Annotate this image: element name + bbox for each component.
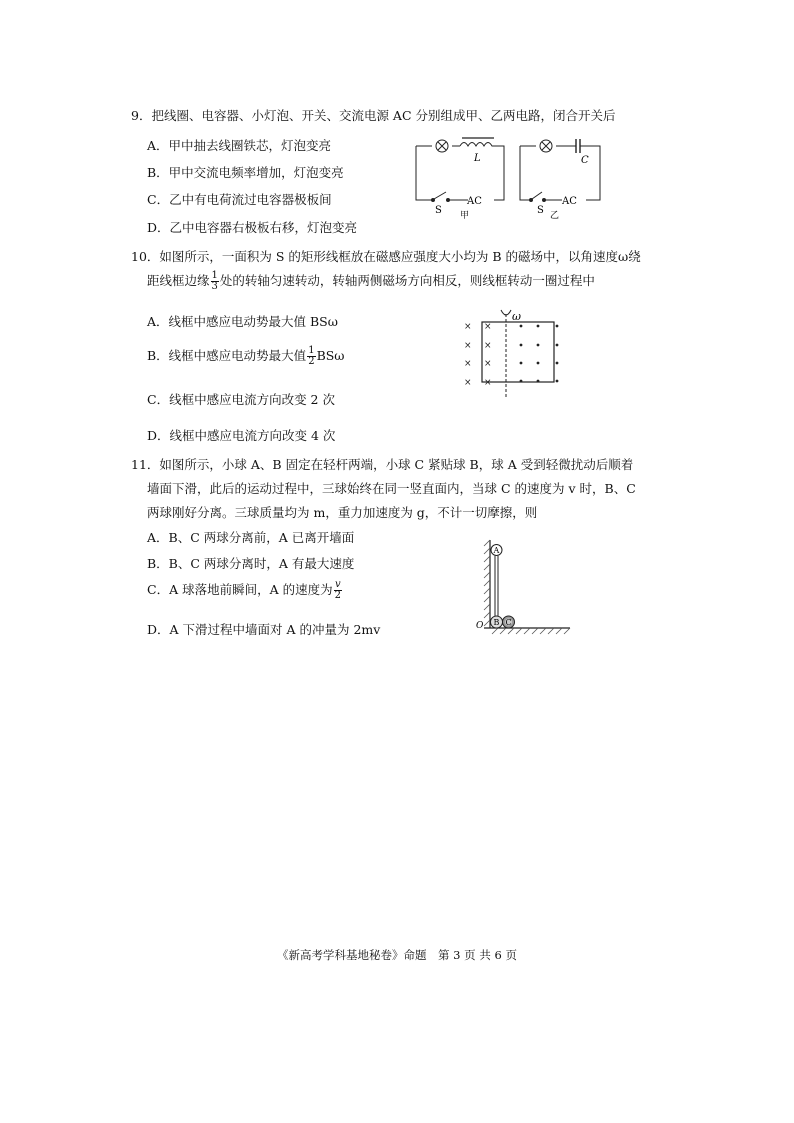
inductor-label: L — [474, 153, 481, 164]
coil-frame — [482, 322, 554, 382]
switch-label-left: S — [435, 205, 442, 216]
wall-hatching — [484, 540, 490, 626]
capacitor-icon — [576, 139, 580, 153]
source-label-right: AC — [562, 196, 577, 207]
q11-stem-line2: 墙面下滑，此后的运动过程中，三球始终在同一竖直面内，当球 C 的速度为 v 时，B、C — [147, 481, 636, 496]
svg-text:×: × — [464, 359, 472, 369]
circuit-jia — [416, 138, 504, 202]
q10-option-d: D．线框中感应电流方向改变 4 次 — [147, 428, 336, 443]
circuit-name-right: 乙 — [550, 211, 560, 221]
q10-stem-line2-a: 距线框边缘 — [147, 273, 210, 288]
q11-option-c-den: 2 — [334, 590, 341, 601]
q10-fraction — [211, 271, 219, 292]
origin-label: O — [476, 621, 484, 631]
switch-icon — [532, 192, 542, 199]
q11-stem-line1: 11．如图所示，小球 A、B 固定在轻杆两端，小球 C 紧贴球 B，球 A 受到轻微扰动后顺着 — [131, 457, 634, 472]
q11-option-a: A．B、C 两球分离前，A 已离开墙面 — [147, 530, 355, 545]
q10-stem-line1: 10．如图所示，一面积为 S 的矩形线框放在磁感应强度大小均为 B 的磁场中，以角速度ω绕 — [131, 249, 641, 264]
q10-option-b-den: 2 — [308, 356, 315, 367]
q10-option-c: C．线框中感应电流方向改变 2 次 — [147, 392, 335, 407]
q11-option-c-a: C．A 球落地前瞬间，A 的速度为 — [147, 582, 333, 597]
q11-rod-ball-diagram — [470, 538, 575, 636]
ball-a-label: A — [493, 546, 500, 555]
svg-text:×: × — [484, 359, 492, 369]
svg-text:×: × — [484, 378, 492, 388]
q10-stem-line2 — [147, 271, 595, 292]
q11-option-c-fraction — [334, 580, 342, 601]
q10-frac-den: 3 — [211, 281, 218, 292]
field-into-page — [464, 322, 492, 388]
source-label-left: AC — [467, 196, 482, 207]
capacitor-label: C — [581, 155, 589, 166]
circuit-name-left: 甲 — [460, 211, 470, 221]
q10-option-b-num: 1 — [308, 345, 315, 356]
q9-option-b: B．甲中交流电频率增加，灯泡变亮 — [147, 165, 344, 180]
svg-text:×: × — [484, 322, 492, 332]
page-footer: 《新高考学科基地秘卷》命题 第 3 页 共 6 页 — [277, 948, 517, 962]
field-out-of-page — [520, 325, 559, 383]
q9-option-c: C．乙中有电荷流过电容器极板间 — [147, 192, 332, 207]
q10-option-b-fraction — [307, 346, 315, 367]
switch-icon — [434, 192, 446, 199]
q11-stem-line3: 两球刚好分离。三球质量均为 m，重力加速度为 g，不计一切摩擦，则 — [147, 505, 538, 520]
q9-circuit-diagram — [408, 134, 608, 222]
q10-frac-num: 1 — [211, 270, 218, 281]
ball-c-label: C — [505, 618, 512, 627]
svg-text:×: × — [464, 378, 472, 388]
q10-stem-line2-b: 处的转轴匀速转动，转轴两侧磁场方向相反，则线框转动一圈过程中 — [219, 273, 595, 288]
ball-b-label: B — [493, 618, 500, 627]
svg-text:×: × — [464, 341, 472, 351]
svg-text:×: × — [484, 341, 492, 351]
q10-option-a: A．线框中感应电动势最大值 BSω — [147, 314, 338, 329]
q10-option-b-b: BSω — [316, 348, 345, 363]
q9-option-a: A．甲中抽去线圈铁芯，灯泡变亮 — [147, 138, 332, 153]
omega-label: ω — [512, 310, 521, 323]
q10-magnetic-field-diagram — [460, 308, 570, 403]
q9-option-d: D．乙中电容器右极板右移，灯泡变亮 — [147, 220, 358, 235]
q11-option-b: B．B、C 两球分离时，A 有最大速度 — [147, 556, 355, 571]
inductor-icon — [460, 143, 494, 147]
q11-option-d: D．A 下滑过程中墙面对 A 的冲量为 2mv — [147, 622, 381, 637]
svg-text:×: × — [464, 322, 472, 332]
q11-option-c — [147, 580, 343, 601]
ground-hatching — [492, 628, 570, 634]
q10-option-b — [147, 346, 345, 367]
circuit-yi — [520, 139, 600, 202]
q10-option-b-a: B．线框中感应电动势最大值 — [147, 348, 307, 363]
switch-label-right: S — [537, 205, 544, 216]
q9-stem: 9．把线圈、电容器、小灯泡、开关、交流电源 AC 分别组成甲、乙两电路，闭合开关后 — [131, 108, 616, 123]
q11-option-c-num: v — [334, 579, 341, 590]
